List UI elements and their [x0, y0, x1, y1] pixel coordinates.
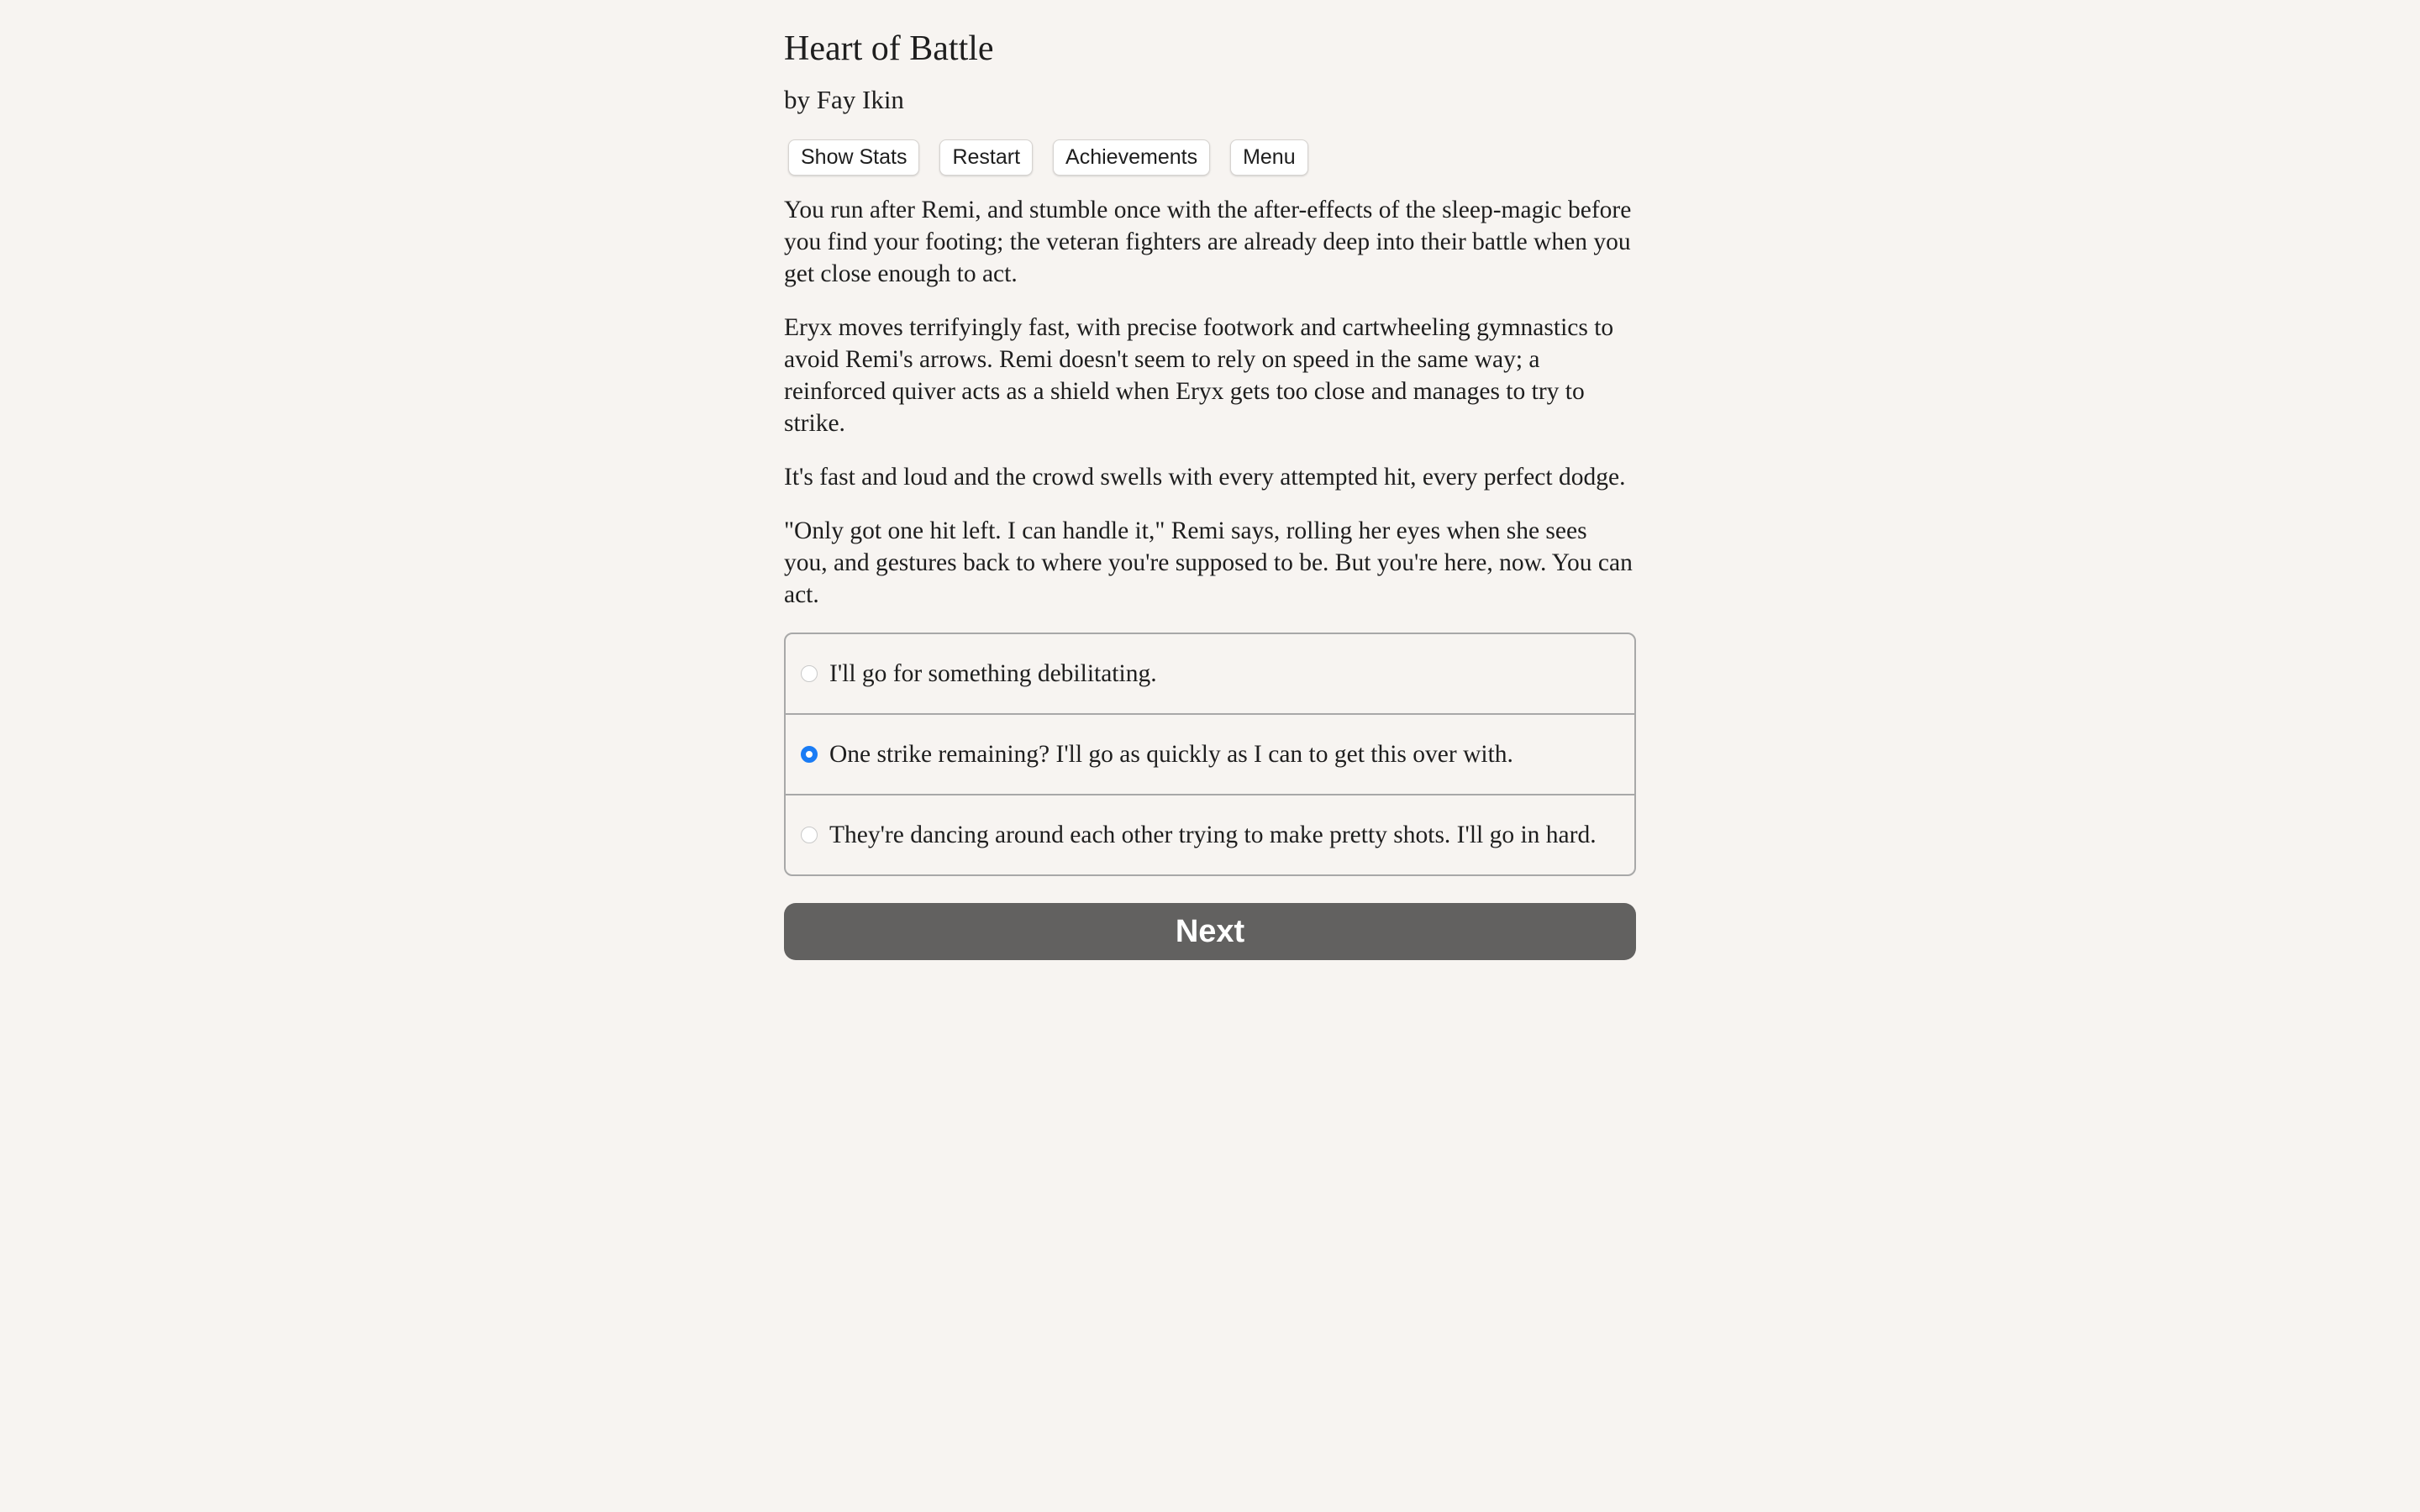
author-byline: by Fay Ikin	[784, 85, 904, 114]
radio-button[interactable]	[801, 827, 818, 843]
choice-list	[784, 633, 1636, 876]
menu-button[interactable]: Menu	[1230, 139, 1308, 176]
game-container	[784, 0, 1636, 960]
choice-label: One strike remaining? I'll go as quickly as I can to get this over with.	[829, 740, 1513, 768]
story-paragraph: It's fast and loud and the crowd swells with every attempted hit, every perfect dodge.	[784, 464, 1626, 491]
next-button[interactable]: Next	[784, 903, 1636, 960]
radio-button[interactable]	[801, 746, 818, 763]
story-paragraph: "Only got one hit left. I can handle it," Remi says, rolling her eyes when she sees you, and gestures back to where you're supposed to be. But you're here, now. You can act.	[784, 517, 1633, 608]
choice-option[interactable]	[786, 713, 1634, 794]
choice-option[interactable]	[786, 794, 1634, 874]
story-paragraph: Eryx moves terrifyingly fast, with precise footwork and cartwheeling gymnastics to avoid Remi's arrows. Remi doesn't seem to rely on speed in the same way; a reinforced quiver acts as a shield when Eryx gets too close and manages to try to strike.	[784, 314, 1614, 437]
story-paragraph: You run after Remi, and stumble once with the after-effects of the sleep-magic before you find your footing; the veteran fighters are already deep into their battle when you get close enough to act.	[784, 197, 1632, 287]
restart-button[interactable]: Restart	[939, 139, 1033, 176]
achievements-button[interactable]: Achievements	[1053, 139, 1210, 176]
game-title: Heart of Battle	[784, 29, 994, 68]
show-stats-button[interactable]: Show Stats	[788, 139, 919, 176]
toolbar	[784, 139, 1636, 176]
choice-label: I'll go for something debilitating.	[829, 659, 1157, 687]
choice-option[interactable]	[786, 634, 1634, 713]
radio-button[interactable]	[801, 665, 818, 682]
story-text	[784, 194, 1636, 611]
choice-label: They're dancing around each other trying to make pretty shots. I'll go in hard.	[829, 821, 1597, 848]
